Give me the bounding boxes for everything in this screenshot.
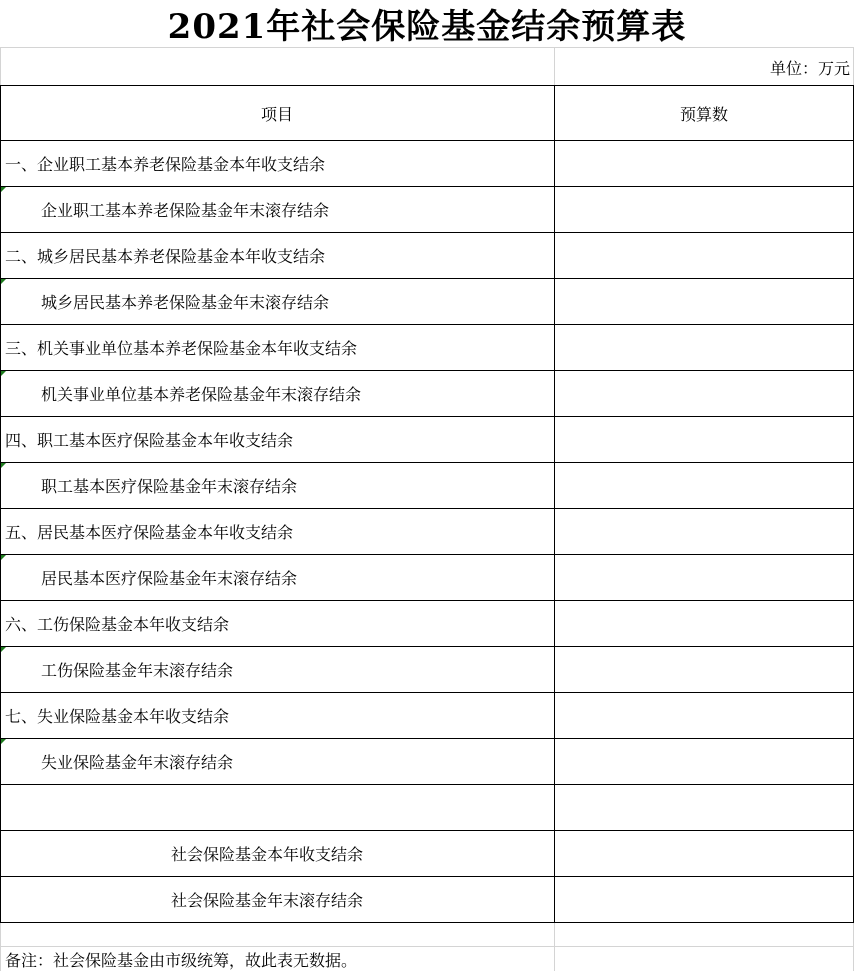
cell-comment-marker-icon (1, 647, 6, 652)
gridline (0, 47, 854, 48)
row-label: 二、城乡居民基本养老保险基金本年收支结余 (5, 246, 326, 266)
cell-comment-marker-icon (1, 739, 6, 744)
row-label: 机关事业单位基本养老保险基金年末滚存结余 (41, 384, 362, 404)
budget-cell[interactable] (555, 554, 853, 600)
column-header-item: 项目 (260, 104, 293, 124)
row-label: 六、工伤保险基金本年收支结余 (5, 614, 230, 634)
row-label: 失业保险基金年末滚存结余 (41, 752, 234, 772)
cell-comment-marker-icon (1, 279, 6, 284)
row-label: 城乡居民基本养老保险基金年末滚存结余 (41, 292, 330, 312)
row-label: 工伤保险基金年末滚存结余 (41, 660, 234, 680)
cell-comment-marker-icon (1, 463, 6, 468)
row-label: 企业职工基本养老保险基金年末滚存结余 (41, 200, 330, 220)
budget-cell[interactable] (555, 600, 853, 646)
row-label: 社会保险基金本年收支结余 (171, 844, 364, 864)
budget-cell[interactable] (555, 508, 853, 554)
gridline (0, 946, 854, 947)
gridline (0, 47, 1, 85)
unit-label: 单位：万元 (769, 59, 850, 78)
row-label (0, 784, 559, 830)
row-divider (0, 922, 854, 923)
gridline (554, 47, 555, 85)
budget-cell[interactable] (555, 876, 853, 922)
cell-comment-marker-icon (1, 555, 6, 560)
budget-cell[interactable] (555, 692, 853, 738)
row-label: 居民基本医疗保险基金年末滚存结余 (41, 568, 298, 588)
row-label: 五、居民基本医疗保险基金本年收支结余 (5, 522, 294, 542)
budget-cell[interactable] (555, 186, 853, 232)
budget-cell[interactable] (555, 278, 853, 324)
row-label: 职工基本医疗保险基金年末滚存结余 (41, 476, 298, 496)
budget-cell[interactable] (555, 784, 853, 830)
budget-cell[interactable] (555, 140, 853, 186)
column-header-budget: 预算数 (679, 104, 728, 124)
budget-cell[interactable] (555, 324, 853, 370)
cell-comment-marker-icon (1, 371, 6, 376)
cell-comment-marker-icon (1, 187, 6, 192)
budget-cell[interactable] (555, 830, 853, 876)
budget-cell[interactable] (555, 738, 853, 784)
row-label: 四、职工基本医疗保险基金本年收支结余 (5, 430, 294, 450)
budget-cell[interactable] (555, 646, 853, 692)
sheet-title: 2021年社会保险基金结余预算表 (167, 7, 687, 47)
row-label: 三、机关事业单位基本养老保险基金本年收支结余 (5, 338, 358, 358)
row-label: 一、企业职工基本养老保险基金本年收支结余 (5, 154, 326, 174)
footnote: 备注：社会保险基金由市级统筹，故此表无数据。 (5, 951, 358, 970)
budget-cell[interactable] (555, 232, 853, 278)
budget-cell[interactable] (555, 370, 853, 416)
budget-cell[interactable] (555, 416, 853, 462)
row-label: 七、失业保险基金本年收支结余 (5, 706, 230, 726)
budget-cell[interactable] (555, 462, 853, 508)
row-label: 社会保险基金年末滚存结余 (171, 890, 364, 910)
